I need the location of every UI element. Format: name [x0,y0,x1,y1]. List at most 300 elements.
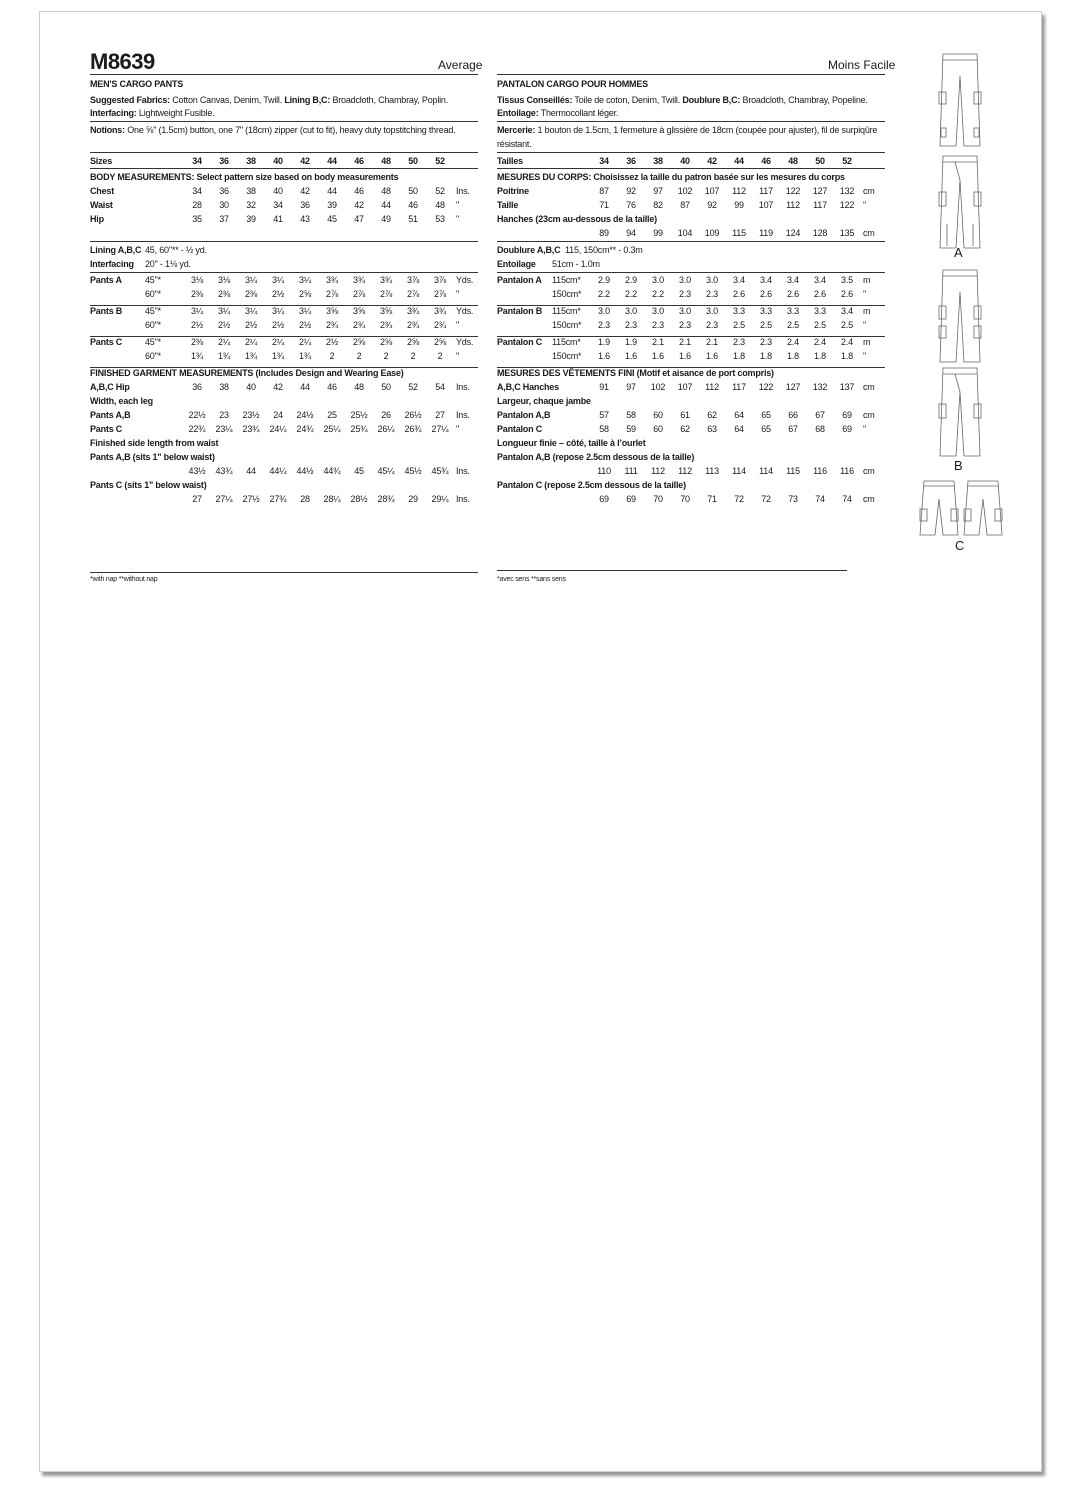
body-row-cell: 87 [599,186,609,196]
length-label: Longueur finie – côté, taille à l’ourlet [497,438,646,448]
length-c-row-unit: Ins. [456,494,470,504]
body-row-cell: 99 [734,200,744,210]
yardage-row-cell: 3¼ [298,275,312,285]
length-c-row-cell: 70 [680,494,690,504]
yardage-row-cell: 2½ [271,320,285,330]
finished-hip-row-cell: 54 [435,382,445,392]
yardage-row-cell: 3¼ [271,275,285,285]
finished-hip-row-cell: 137 [839,382,855,392]
length-ab-row-cell: 45¼ [377,466,395,476]
width-row-unit: " [863,424,866,434]
length-ab-row-cell: 44½ [296,466,314,476]
yardage-row-cell: 1¾ [271,351,285,361]
yardage-row-cell: 2⅞ [352,289,366,299]
length-c-row-cell: 70 [653,494,663,504]
yardage-row-cell: 3.0 [679,275,691,285]
body-row-cell: 53 [435,214,445,224]
fabric-width: 45"* [145,275,161,285]
body-row-cell: 92 [707,200,717,210]
body-row-label: Chest [90,186,115,196]
width-row-cell: 26 [381,410,391,420]
body-row-cell: 43 [300,214,310,224]
width-row-cell: 58 [626,410,636,420]
body-row-unit: cm [863,186,875,196]
yardage-row-cell: 3.0 [679,306,691,316]
yardage-row-cell: 1.6 [679,351,691,361]
interfacing-line-fr [497,108,618,119]
lining-row-text: 45, 60"** - ½ yd. [145,245,207,255]
yardage-row-cell: 2⅜ [190,337,204,347]
yardage-row-cell: 3.3 [760,306,772,316]
yardage-row-unit: " [456,351,459,361]
yardage-row-cell: 3¾ [433,306,447,316]
yardage-row-cell: 2.6 [814,289,826,299]
finished-hip-row-cell: 97 [626,382,636,392]
yardage-row-cell: 3.4 [814,275,826,285]
yardage-row-cell: 2.2 [625,289,637,299]
length-ab-label: Pants A,B (sits 1" below waist) [90,452,215,462]
hanches-row-cell: 89 [599,228,609,238]
length-ab-row-cell: 45 [354,466,364,476]
body-row-cell: 92 [626,186,636,196]
body-row-cell: 30 [219,200,229,210]
body-row-cell: 122 [785,186,801,196]
yardage-row-cell: 3.3 [814,306,826,316]
length-ab-row-unit: Ins. [456,466,470,476]
yardage-view-label: Pantalon C [497,337,543,347]
yardage-row-unit: m [863,337,871,347]
lining-text-en: Broadcloth, Chambray, Poplin. [332,95,449,105]
body-row-cell: 48 [435,200,445,210]
body-row-cell: 107 [704,186,720,196]
width-row-cell: 64 [734,410,744,420]
width-row-cell: 24½ [296,410,314,420]
fabric-width: 60"* [145,289,161,299]
fabrics-label-en: Suggested Fabrics: [90,95,170,105]
width-row-cell: 61 [680,410,690,420]
yardage-row-cell: 2¾ [433,320,447,330]
width-row-label: Pants C [90,424,123,434]
fabrics-label-fr: Tissus Conseillés: [497,95,573,105]
yardage-row-cell: 2.6 [760,289,772,299]
width-row-cell: 57 [599,410,609,420]
length-c-row-cell: 27¼ [215,494,233,504]
width-row-label: Pants A,B [90,410,131,420]
difficulty-level-fr: Moins Facile [828,58,896,72]
yardage-row-cell: 2.3 [679,289,691,299]
body-heading: MESURES DU CORPS: Choisissez la taille du patron basée sur les mesures du corps [497,172,845,182]
lining-row-label: Doublure A,B,C [497,245,561,255]
finished-hip-row-cell: 91 [599,382,609,392]
notions-line-fr [497,125,877,136]
yardage-row-cell: 2 [329,351,335,361]
yardage-row-cell: 3⅞ [406,275,420,285]
yardage-row-cell: 2¾ [379,320,393,330]
body-row-cell: 52 [435,186,445,196]
yardage-row-cell: 3.0 [706,306,718,316]
hanches-row-cell: 119 [759,228,773,238]
length-ab-row-cell: 44¼ [269,466,287,476]
yardage-row-cell: 1.8 [841,351,853,361]
body-row-cell: 39 [327,200,337,210]
finished-hip-row-cell: 117 [732,382,746,392]
length-c-row-cell: 73 [788,494,798,504]
hanches-row-cell: 104 [677,228,693,238]
body-row-cell: 50 [408,186,418,196]
notions-line-en [90,125,455,136]
finished-hip-row-cell: 46 [327,382,337,392]
yardage-row-cell: 1.6 [706,351,718,361]
body-row-cell: 71 [599,200,609,210]
width-row-unit: cm [863,410,875,420]
body-row-unit: " [863,200,866,210]
yardage-row-cell: 2½ [217,320,231,330]
yardage-row-cell: 1¾ [244,351,258,361]
yardage-row-cell: 2.3 [706,289,718,299]
yardage-row-unit: m [863,306,871,316]
rule-fr [497,121,885,122]
size-header: 42 [300,156,310,166]
yardage-row-cell: 2.1 [679,337,691,347]
yardage-row-cell: 2½ [298,320,312,330]
body-row-label: Poitrine [497,186,529,196]
length-ab-row-unit: cm [863,466,875,476]
fabric-width: 115cm* [552,337,581,347]
yardage-row-cell: 3¼ [244,275,258,285]
yardage-row-cell: 2.4 [787,337,799,347]
yardage-row-cell: 1.6 [652,351,664,361]
yardage-row-cell: 1.8 [760,351,772,361]
finished-hip-row-cell: 107 [677,382,693,392]
footnote-rule-fr [497,570,847,571]
yardage-row-cell: 3⅝ [352,306,366,316]
yardage-row-cell: 3¼ [190,306,204,316]
finished-hip-row-cell: 38 [219,382,229,392]
header-rule-en [90,74,478,75]
width-row-cell: 62 [680,424,690,434]
finished-hip-row-cell: 48 [354,382,364,392]
width-row-cell: 65 [761,424,771,434]
body-row-cell: 117 [813,200,827,210]
yardage-row-cell: 3.3 [733,306,745,316]
size-header: 46 [761,156,771,166]
yardage-view-label: Pants B [90,306,123,316]
difficulty-level-en: Average [438,58,483,72]
yardage-row-cell: 3.4 [787,275,799,285]
size-header: 42 [707,156,717,166]
size-header: 50 [408,156,418,166]
yardage-row-cell: 2.3 [679,320,691,330]
rule [497,168,885,169]
yardage-row-cell: 3.4 [760,275,772,285]
notions-line2-fr: résistant. [497,139,532,149]
width-row-cell: 26¼ [377,424,395,434]
size-header: 46 [354,156,364,166]
yardage-row-cell: 3.0 [598,306,610,316]
yardage-row-cell: 3.5 [841,275,853,285]
length-ab-row-cell: 116 [813,466,827,476]
body-row-unit: Ins. [456,186,470,196]
yardage-row-cell: 2⅞ [433,289,447,299]
footnote-fr: *avec sens **sans sens [497,576,566,583]
yardage-row-cell: 2⅝ [433,337,447,347]
body-row-cell: 87 [680,200,690,210]
width-row-cell: 60 [653,410,663,420]
width-row-cell: 25½ [350,410,368,420]
interfacing-text-en: Lightweight Fusible. [138,108,215,118]
yardage-row-cell: 2.5 [787,320,799,330]
yardage-row-cell: 3¾ [379,275,393,285]
pants-b-sketch [935,366,985,458]
fabric-width: 60"* [145,320,161,330]
width-row-cell: 60 [653,424,663,434]
width-row-cell: 25 [327,410,337,420]
yardage-row-cell: 3¼ [244,306,258,316]
yardage-row-cell: 2.3 [625,320,637,330]
title-en: MEN'S CARGO PANTS [90,79,184,89]
yardage-row-cell: 3¾ [352,275,366,285]
yardage-row-unit: " [456,320,459,330]
length-ab-label: Pantalon A,B (repose 2.5cm dessous de la taille) [497,452,695,462]
yardage-row-cell: 2⅝ [379,337,393,347]
fabric-width: 150cm* [552,289,582,299]
yardage-row-cell: 3¾ [325,275,339,285]
yardage-row-cell: 3.4 [733,275,745,285]
width-row-unit: " [456,424,459,434]
sizes-label: Sizes [90,156,113,166]
size-header: 36 [626,156,636,166]
hanches-row-cell: 124 [785,228,801,238]
size-header: 44 [327,156,337,166]
yardage-row-cell: 2 [356,351,362,361]
body-row-cell: 47 [354,214,364,224]
yardage-row-cell: 1.9 [598,337,610,347]
hanches-row-cell: 99 [653,228,663,238]
pants-a-sketch [935,154,985,250]
fabric-width: 150cm* [552,320,582,330]
body-row-cell: 117 [759,186,773,196]
yardage-row-cell: 1.8 [814,351,826,361]
size-header: 50 [815,156,825,166]
yardage-row-unit: " [456,289,459,299]
yardage-row-cell: 1.8 [787,351,799,361]
length-c-row-cell: 72 [734,494,744,504]
yardage-row-cell: 2⅞ [379,289,393,299]
width-row-cell: 68 [815,424,825,434]
fabric-width: 150cm* [552,351,582,361]
width-row-cell: 23 [219,410,229,420]
length-ab-row-cell: 44 [246,466,256,476]
width-row-cell: 67 [815,410,825,420]
finished-hip-row-unit: Ins. [456,382,470,392]
body-row-cell: 48 [381,186,391,196]
length-ab-row-cell: 115 [786,466,800,476]
sizes-label: Tailles [497,156,523,166]
yardage-row-cell: 2⅜ [244,289,258,299]
width-label: Width, each leg [90,396,153,406]
yardage-row-cell: 2.4 [814,337,826,347]
yardage-row-cell: 2.6 [841,289,853,299]
yardage-row-cell: 3⅛ [190,275,204,285]
width-row-cell: 27¼ [431,424,449,434]
yardage-row-cell: 2 [410,351,416,361]
yardage-row-cell: 2.5 [760,320,772,330]
finished-hip-row-cell: 132 [812,382,828,392]
body-row-cell: 35 [192,214,202,224]
yardage-row-cell: 2⅞ [325,289,339,299]
interfacing-row-label: Interfacing [90,259,134,269]
finished-hip-row-cell: 127 [785,382,801,392]
width-row-cell: 23¾ [242,424,260,434]
width-row-cell: 62 [707,410,717,420]
yardage-row-cell: 2.2 [598,289,610,299]
body-row-cell: 46 [354,186,364,196]
size-header: 34 [192,156,202,166]
length-c-row-cell: 27¾ [269,494,287,504]
lining-label-fr: Doublure B,C: [682,95,741,105]
size-header: 48 [788,156,798,166]
rule-en [90,121,478,122]
body-row-cell: 42 [354,200,364,210]
interfacing-row-text: 20" - 1⅛ yd. [145,259,191,269]
finished-hip-row-cell: 122 [758,382,774,392]
pants-back-sketch-1 [935,52,985,148]
yardage-row-unit: Yds. [456,337,474,347]
body-row-cell: 127 [812,186,828,196]
yardage-row-cell: 2¼ [271,337,285,347]
yardage-row-unit: Yds. [456,306,474,316]
length-c-row-cell: 74 [815,494,825,504]
length-ab-row-cell: 113 [705,466,719,476]
yardage-row-cell: 3.3 [787,306,799,316]
length-c-row-cell: 29¼ [431,494,449,504]
rule-fr [497,152,885,153]
yardage-row-cell: 2½ [244,320,258,330]
body-row-cell: 107 [758,200,774,210]
width-row-cell: 65 [761,410,771,420]
notions-text-en: One ⅝" (1.5cm) button, one 7" (18cm) zipper (cut to fit), heavy duty topstitching thread. [127,125,456,135]
body-row-cell: 45 [327,214,337,224]
length-c-label: Pants C (sits 1" below waist) [90,480,207,490]
body-row-label: Waist [90,200,113,210]
interfacing-label-en: Interfacing: [90,108,137,118]
yardage-row-cell: 1.9 [625,337,637,347]
fabrics-text-fr: Toile de coton, Denim, Twill. [574,95,680,105]
length-ab-row-cell: 114 [732,466,746,476]
body-row-cell: 102 [677,186,693,196]
interfacing-text-fr: Thermocollant léger. [540,108,619,118]
yardage-row-cell: 2⅞ [406,289,420,299]
yardage-row-unit: Yds. [456,275,474,285]
body-row-cell: 34 [273,200,283,210]
body-row-cell: 112 [732,186,746,196]
width-row-cell: 24 [273,410,283,420]
finished-hip-row-cell: 44 [300,382,310,392]
width-row-cell: 23½ [242,410,260,420]
yardage-row-cell: 3¾ [406,306,420,316]
length-c-row-cell: 74 [842,494,852,504]
width-row-cell: 58 [599,424,609,434]
interfacing-row-text: 51cm - 1.0m [552,259,600,269]
yardage-row-cell: 2⅝ [298,289,312,299]
fabrics-line-en [90,95,448,106]
finished-hip-row-unit: cm [863,382,875,392]
body-row-cell: 38 [246,186,256,196]
hanches-row-unit: cm [863,228,875,238]
length-c-row-cell: 72 [761,494,771,504]
width-row-unit: Ins. [456,410,470,420]
yardage-row-cell: 2.1 [652,337,664,347]
yardage-row-cell: 2.3 [598,320,610,330]
yardage-row-cell: 3.0 [625,306,637,316]
interfacing-row-label: Entoilage [497,259,536,269]
finished-hip-row-cell: 42 [273,382,283,392]
width-row-cell: 69 [842,424,852,434]
yardage-row-cell: 2⅝ [352,337,366,347]
fabrics-line-fr [497,95,868,106]
body-row-cell: 36 [300,200,310,210]
finished-hip-row-cell: 40 [246,382,256,392]
pants-back-sketch-2 [935,268,985,364]
hanches-row-cell: 128 [812,228,828,238]
size-header: 40 [680,156,690,166]
body-row-cell: 32 [246,200,256,210]
yardage-view-label: Pantalon A [497,275,542,285]
length-c-row-cell: 27½ [242,494,260,504]
length-ab-row-cell: 45½ [404,466,422,476]
length-c-row-cell: 71 [707,494,717,504]
body-row-cell: 41 [273,214,283,224]
body-row-cell: 36 [219,186,229,196]
finished-hip-row-cell: 102 [650,382,666,392]
yardage-row-cell: 2⅜ [217,289,231,299]
yardage-row-cell: 2.6 [733,289,745,299]
width-label: Largeur, chaque jambe [497,396,591,406]
length-ab-row-cell: 112 [651,466,665,476]
length-c-label: Pantalon C (repose 2.5cm dessous de la taille) [497,480,686,490]
body-row-label: Hip [90,214,104,224]
body-row-cell: 40 [273,186,283,196]
pattern-envelope-page [39,11,1042,1472]
width-row-label: Pantalon A,B [497,410,551,420]
body-row-cell: 132 [839,186,855,196]
length-c-row-cell: 69 [626,494,636,504]
pants-c-front-sketch [918,479,960,537]
body-row-cell: 122 [839,200,855,210]
lining-label-en: Lining B,C: [284,95,331,105]
body-row-cell: 112 [786,200,800,210]
yardage-row-cell: 2 [383,351,389,361]
body-row-cell: 82 [653,200,663,210]
finished-hip-label: A,B,C Hip [90,382,130,392]
body-row-cell: 97 [653,186,663,196]
body-heading: BODY MEASUREMENTS: Select pattern size based on body measurements [90,172,399,182]
notions-text-fr: 1 bouton de 1.5cm, 1 fermeture à glissière de 18cm (coupée pour ajuster), fil de surpiqûre [537,125,878,135]
yardage-row-cell: 3⅛ [217,275,231,285]
yardage-row-cell: 2.3 [652,320,664,330]
body-row-cell: 51 [408,214,418,224]
yardage-row-cell: 2.3 [760,337,772,347]
yardage-row-cell: 2.5 [814,320,826,330]
yardage-row-cell: 2.6 [787,289,799,299]
yardage-row-cell: 1.6 [598,351,610,361]
yardage-row-cell: 2¾ [325,320,339,330]
yardage-row-cell: 1¾ [190,351,204,361]
size-header: 38 [246,156,256,166]
notions-label-en: Notions: [90,125,125,135]
yardage-row-cell: 2⅜ [190,289,204,299]
yardage-row-cell: 3.4 [841,306,853,316]
